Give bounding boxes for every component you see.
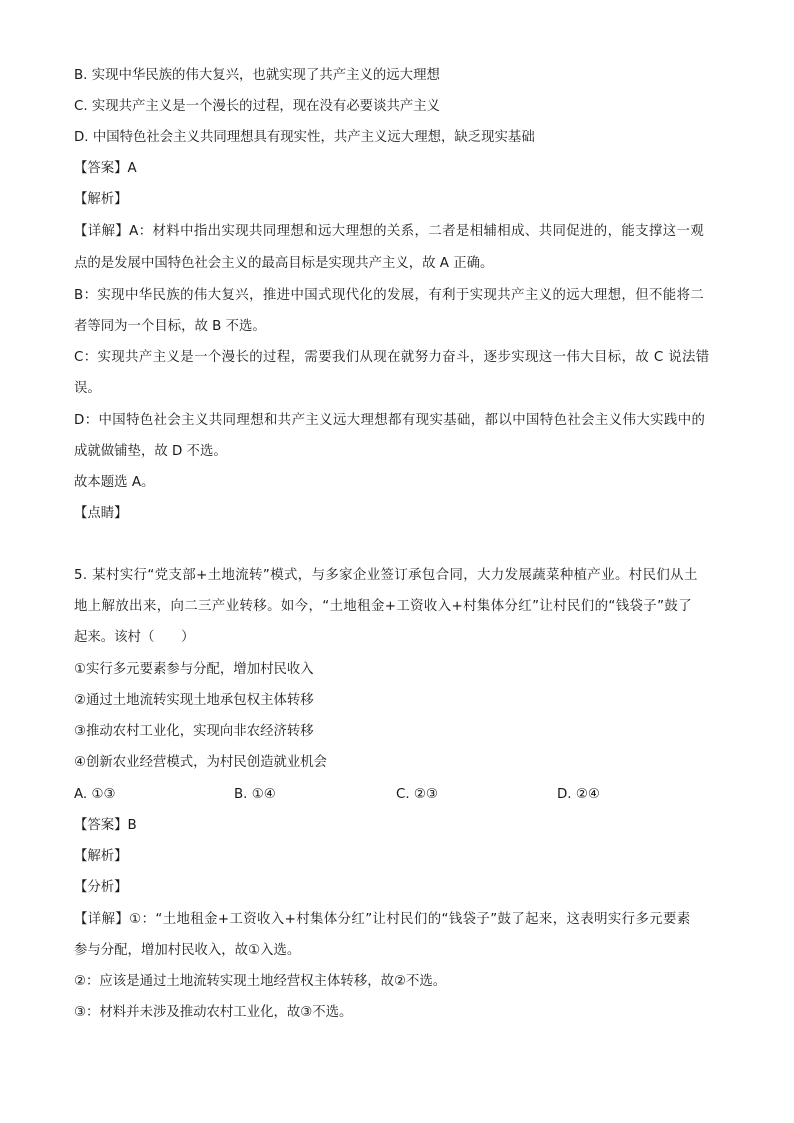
question-5-stem: 起来。该村（ ） <box>74 630 195 645</box>
explanation-line: ②：应该是通过土地流转实现土地经营权主体转移，故②不选。 <box>74 974 447 989</box>
question-5-stem: 5. 某村实行“党支部+土地流转”模式，与多家企业签订承包合同，大力发展蔬菜种植产业。村民们从土 <box>74 568 698 583</box>
explanation-line: ③：材料并未涉及推动农村工业化，故③不选。 <box>74 1005 353 1020</box>
analysis-heading: 【解析】 <box>74 192 128 207</box>
conclusion-line: 故本题选 A。 <box>74 475 155 490</box>
explanation-line: 误。 <box>74 381 101 396</box>
analysis-subheading: 【分析】 <box>74 880 128 895</box>
explanation-line: 【详解】①：“土地租金+工资收入+村集体分红”让村民们的“钱袋子”鼓了起来，这表明实行多元要素 <box>74 912 691 927</box>
statement-2: ②通过土地流转实现土地承包权主体转移 <box>74 693 314 708</box>
explanation-line: 【详解】A：材料中指出实现共同理想和远大理想的关系，二者是相辅相成、共同促进的，能支撑这一观 <box>74 224 705 239</box>
choice-b: B. ①④ <box>234 787 276 802</box>
key-point-heading: 【点睛】 <box>74 506 128 521</box>
statement-4: ④创新农业经营模式，为村民创造就业机会 <box>74 755 328 770</box>
explanation-line: 点的是发展中国特色社会主义的最高目标是实现共产主义，故 A 正确。 <box>74 256 494 271</box>
analysis-heading: 【解析】 <box>74 849 128 864</box>
statement-3: ③推动农村工业化，实现向非农经济转移 <box>74 724 314 739</box>
explanation-line: 参与分配，增加村民收入，故①入选。 <box>74 943 301 958</box>
answer-label: 【答案】B <box>74 818 137 833</box>
option-c-text: C. 实现共产主义是一个漫长的过程，现在没有必要谈共产主义 <box>74 99 441 114</box>
choice-d: D. ②④ <box>557 787 600 802</box>
choice-a: A. ①③ <box>74 787 116 802</box>
option-b-text: B. 实现中华民族的伟大复兴，也就实现了共产主义的远大理想 <box>74 68 440 83</box>
explanation-line: D：中国特色社会主义共同理想和共产主义远大理想都有现实基础，都以中国特色社会主义伟大实践中的 <box>74 413 706 428</box>
explanation-line: C：实现共产主义是一个漫长的过程，需要我们从现在就努力奋斗，逐步实现这一伟大目标，故 C 说法错 <box>74 350 710 365</box>
choice-c: C. ②③ <box>396 787 438 802</box>
answer-label: 【答案】A <box>74 161 137 176</box>
statement-1: ①实行多元要素参与分配，增加村民收入 <box>74 662 314 677</box>
explanation-line: 者等同为一个目标，故 B 不选。 <box>74 319 266 334</box>
explanation-line: 成就做铺垫，故 D 不选。 <box>74 444 227 459</box>
option-d-text: D. 中国特色社会主义共同理想具有现实性，共产主义远大理想，缺乏现实基础 <box>74 130 535 145</box>
question-5-stem: 地上解放出来，向二三产业转移。如今，“土地租金+工资收入+村集体分红”让村民们的“钱袋子”鼓了 <box>74 599 693 614</box>
explanation-line: B：实现中华民族的伟大复兴，推进中国式现代化的发展，有利于实现共产主义的远大理想，但不能将二 <box>74 288 705 303</box>
